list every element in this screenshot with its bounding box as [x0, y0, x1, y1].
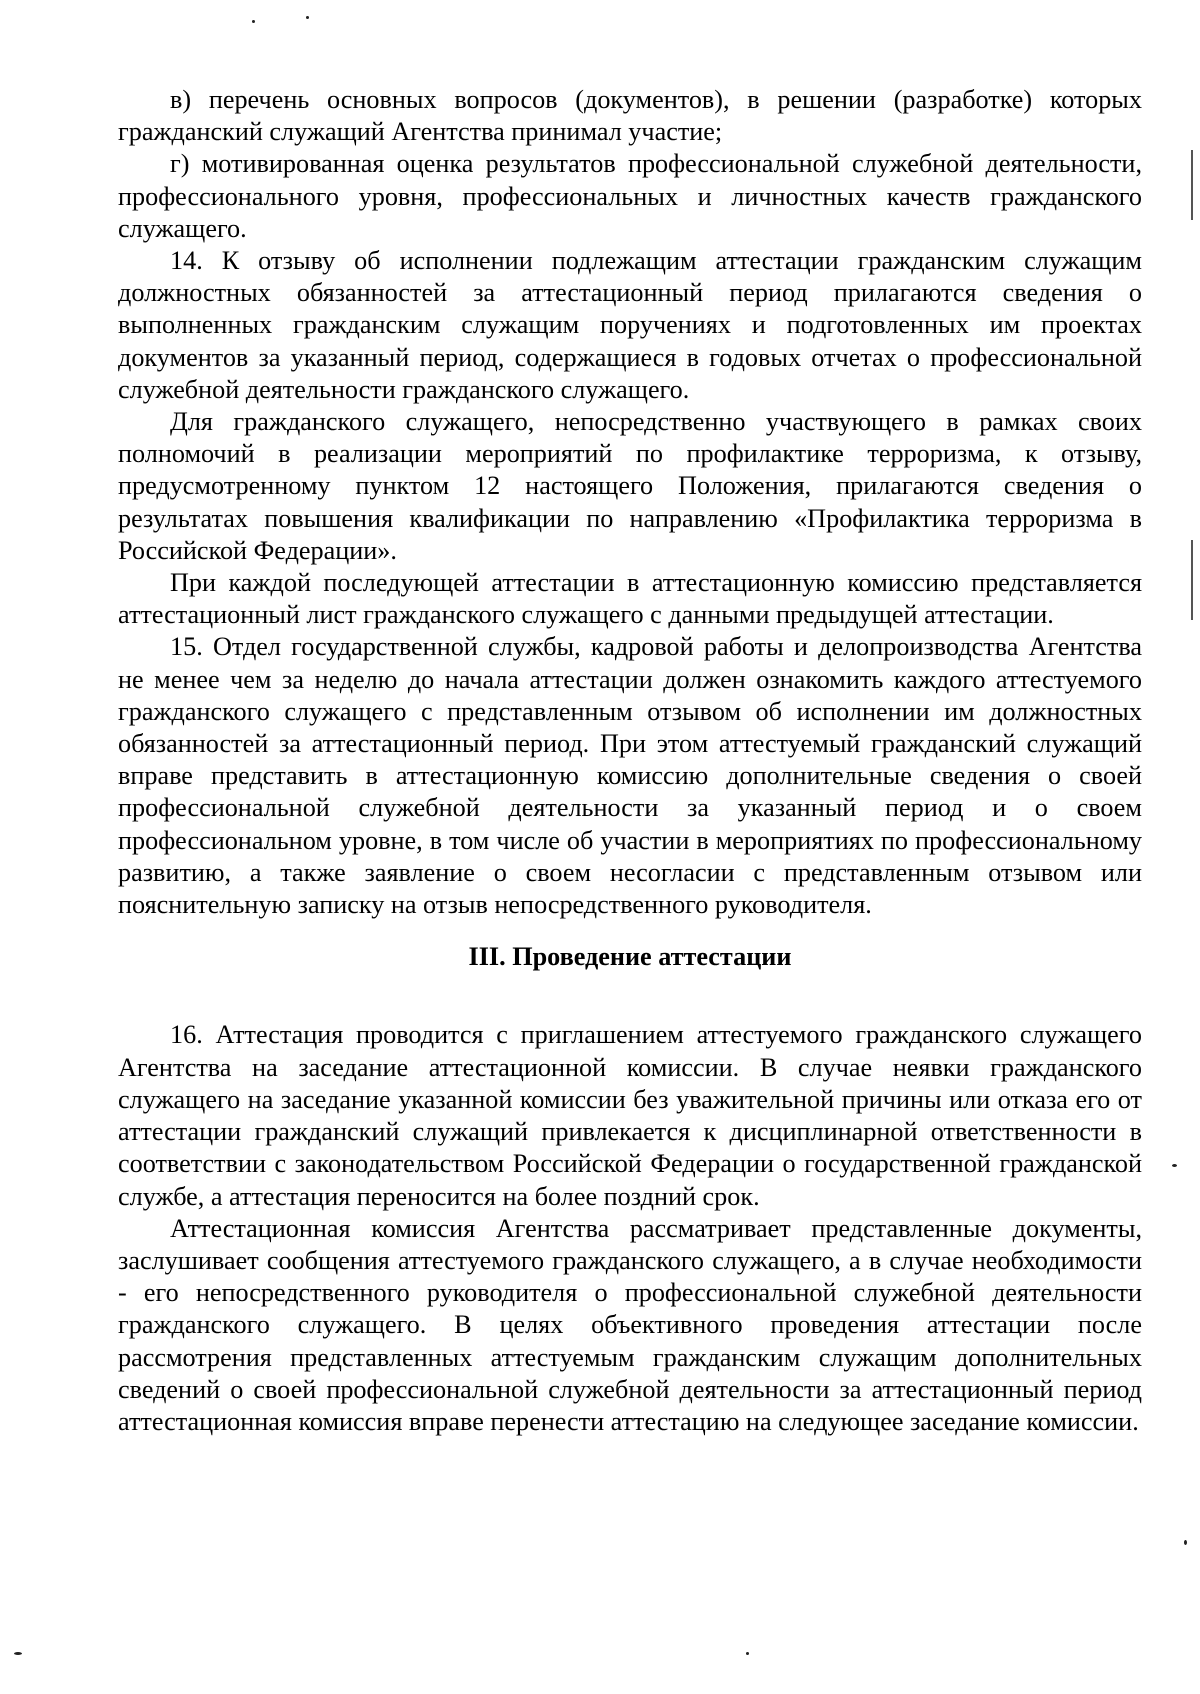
scan-speck	[252, 20, 255, 23]
paragraph-clause-15: 15. Отдел государственной службы, кадровой работы и делопроизводства Агентства не менее чем за неделю до начала аттестации должен ознакомить каждого аттестуемого гражданского служащего с представленным отзывом об исполнении им должностных обязанностей за аттестационный период. При этом аттестуемый гражданский служащий вправе представить в аттестационную комиссию дополнительные сведения о своей профессиональной служебной деятельности за указанный период и о своем профессиональном уровне, в том числе об участии в мероприятиях по профессиональному развитию, а также заявление о своем несогласии с представленным отзывом или пояснительную записку на отзыв непосредственного руководителя.	[118, 632, 1142, 920]
paragraph-clause-14: 14. К отзыву об исполнении подлежащим аттестации гражданским служащим должностных обязанностей за аттестационный период прилагаются сведения о выполненных гражданским служащим поручениях и подготовленных им проектах документов за указанный период, содержащиеся в годовых отчетах о профессиональной служебной деятельности гражданского служащего.	[118, 246, 1142, 404]
scan-speck	[1172, 1164, 1177, 1167]
scan-edge-line	[1191, 540, 1193, 620]
paragraph-item-v: в) перечень основных вопросов (документов), в решении (разработке) которых гражданский служащий Агентства принимал участие;	[118, 85, 1142, 147]
scan-speck	[14, 1652, 22, 1655]
paragraph-clause-16: 16. Аттестация проводится с приглашением аттестуемого гражданского служащего Агентства на заседание аттестационной комиссии. В случае неявки гражданского служащего на заседание указанной комиссии без уважительной причины или отказа его от аттестации гражданский служащий привлекается к дисциплинарной ответственности в соответствии с законодательством Российской Федерации о государственной гражданской службе, а аттестация переносится на более поздний срок.	[118, 1020, 1142, 1211]
paragraph-commission-review: Аттестационная комиссия Агентства рассматривает представленные документы, заслушивает сообщения аттестуемого гражданского служащего, а в случае необходимости - его непосредственного руководителя о профессиональной служебной деятельности гражданского служащего. В целях объективного проведения аттестации после рассмотрения представленных аттестуемым гражданским служащим дополнительных сведений о своей профессиональной служебной деятельности за аттестационный период аттестационная комиссия вправе перенести аттестацию на следующее заседание комиссии.	[118, 1213, 1142, 1436]
paragraph-terrorism-prevention: Для гражданского служащего, непосредственно участвующего в рамках своих полномочий в реализации мероприятий по профилактике терроризма, к отзыву, предусмотренному пунктом 12 настоящего Положения, прилагаются сведения о результатах повышения квалификации по направлению «Профилактика терроризма в Российской Федерации».	[118, 407, 1142, 565]
scan-speck	[1184, 1540, 1187, 1545]
scan-edge-line	[1191, 150, 1193, 220]
paragraph-subsequent-attestation: При каждой последующей аттестации в аттестационную комиссию представляется аттестационный лист гражданского служащего с данными предыдущей аттестации.	[118, 568, 1142, 630]
paragraph-item-g: г) мотивированная оценка результатов профессиональной служебной деятельности, профессионального уровня, профессиональных и личностных качеств гражданского служащего.	[118, 149, 1142, 243]
scan-speck	[746, 1652, 749, 1655]
document-body	[118, 84, 1142, 1438]
scan-speck	[306, 16, 309, 19]
section-heading: III. Проведение аттестации	[468, 942, 792, 972]
